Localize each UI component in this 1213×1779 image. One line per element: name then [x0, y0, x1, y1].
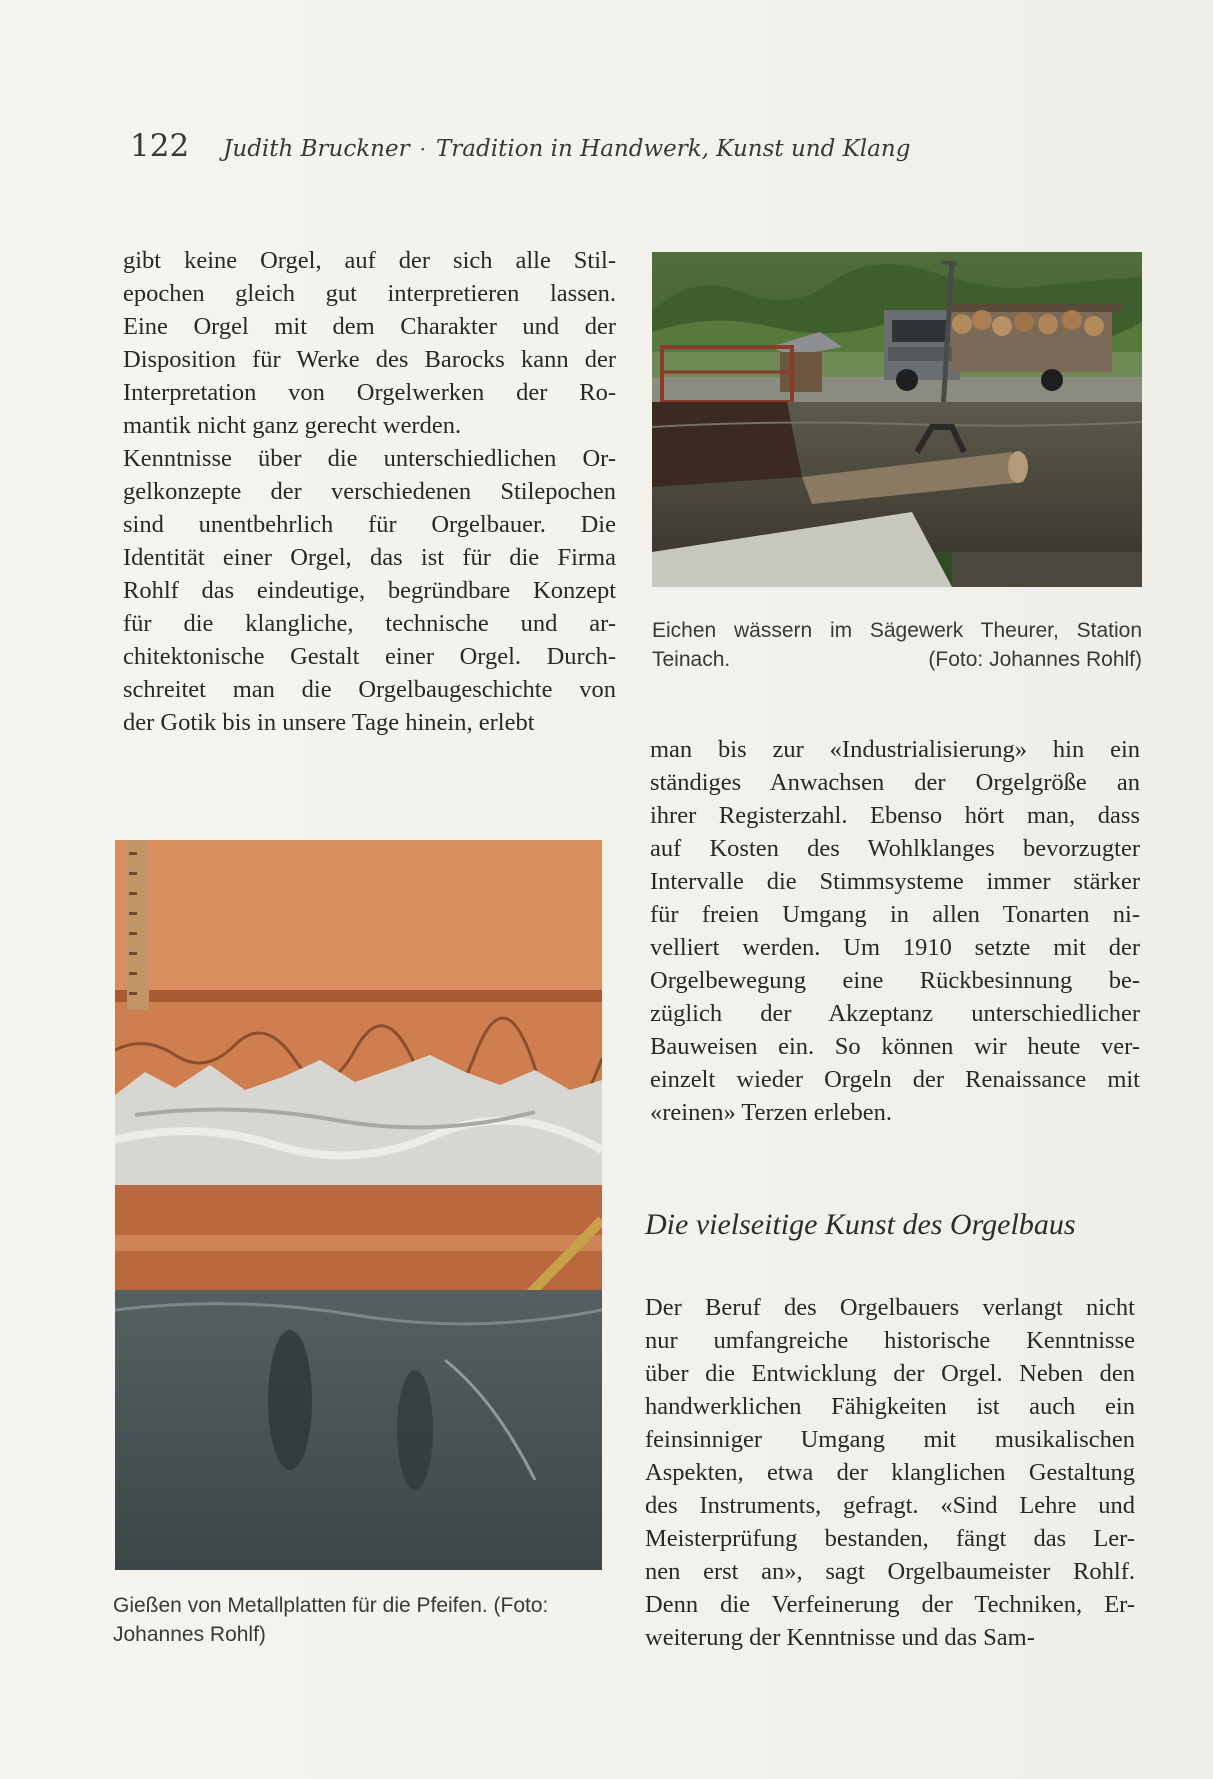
right-column-2-line: des Instruments, gefragt. «Sind Lehre und	[645, 1492, 1135, 1519]
header-title: Tradition in Handwerk, Kunst und Klang	[435, 136, 911, 162]
right-column-2-line: Aspekten, etwa der klanglichen Gestaltung	[645, 1459, 1135, 1486]
photo-sawmill-logs	[652, 252, 1142, 587]
left-column-line: Rohlf das eindeutige, begründbare Konzept	[123, 577, 616, 604]
right-column-2-line: nur umfangreiche historische Kenntnisse	[645, 1327, 1135, 1354]
right-column-text-1	[650, 733, 1140, 1129]
right-column-1-line: Bauweisen ein. So können wir heute ver-	[650, 1033, 1140, 1060]
caption-top-credit: (Foto: Johannes Rohlf)	[928, 648, 1142, 671]
caption-bottom-line-2: Johannes Rohlf)	[113, 1623, 266, 1646]
caption-top-line-1: Eichen wässern im Sägewerk Theurer, Station	[652, 619, 1142, 642]
right-column-1-line: auf Kosten des Wohlklanges bevorzugter	[650, 835, 1140, 862]
page-number: 122	[130, 128, 190, 164]
caption-top-place: Teinach.	[652, 648, 731, 671]
right-column-1-line: man bis zur «Industrialisierung» hin ein	[650, 736, 1140, 763]
left-column-line: sind unentbehrlich für Orgelbauer. Die	[123, 511, 616, 538]
right-column-text-2	[645, 1291, 1135, 1654]
photo-bottom-caption	[113, 1591, 613, 1649]
right-column-1-line: Orgelbewegung eine Rückbesinnung be-	[650, 967, 1140, 994]
photo-top-caption	[652, 616, 1142, 674]
right-column-2-line: über die Entwicklung der Orgel. Neben den	[645, 1360, 1135, 1387]
left-column-line: Identität einer Orgel, das ist für die Firma	[123, 544, 616, 571]
right-column-2-line: handwerklichen Fähigkeiten ist auch ein	[645, 1393, 1135, 1420]
running-header	[130, 128, 910, 164]
left-column-line: der Gotik bis in unsere Tage hinein, erlebt	[123, 709, 535, 736]
left-column-line: gelkonzepte der verschiedenen Stilepochen	[123, 478, 616, 505]
left-column-line: Disposition für Werke des Barocks kann der	[123, 346, 616, 373]
right-column-2-line: Meisterprüfung bestanden, fängt das Ler-	[645, 1525, 1135, 1552]
left-column-line: Eine Orgel mit dem Charakter und der	[123, 313, 616, 340]
right-column-1-line: für freien Umgang in allen Tonarten ni-	[650, 901, 1140, 928]
right-column-2-line: Der Beruf des Orgelbauers verlangt nicht	[645, 1294, 1135, 1321]
right-column-2-line: weiterung der Kenntnisse und das Sam-	[645, 1624, 1035, 1651]
left-column-line: chitektonische Gestalt einer Orgel. Durch-	[123, 643, 616, 670]
sawmill-photo-graphic	[652, 252, 1142, 587]
left-column-line: epochen gleich gut interpretieren lassen.	[123, 280, 616, 307]
caption-top-line-2	[652, 645, 1142, 674]
right-column-1-line: einzelt wieder Orgeln der Renaissance mit	[650, 1066, 1140, 1093]
left-column-line: mantik nicht ganz gerecht werden.	[123, 412, 462, 439]
right-column-1-line: Intervalle die Stimmsysteme immer stärker	[650, 868, 1140, 895]
right-column-1-line: ständiges Anwachsen der Orgelgröße an	[650, 769, 1140, 796]
header-separator: ·	[419, 137, 426, 161]
right-column-1-line: ihrer Registerzahl. Ebenso hört man, dass	[650, 802, 1140, 829]
photo-metal-casting	[115, 840, 602, 1570]
right-column-1-line: «reinen» Terzen erleben.	[650, 1099, 893, 1126]
right-column-2-line: nen erst an», sagt Orgelbaumeister Rohlf.	[645, 1558, 1135, 1585]
caption-bottom-line-1: Gießen von Metallplatten für die Pfeifen. (Foto:	[113, 1594, 549, 1617]
section-heading: Die vielseitige Kunst des Orgelbaus	[645, 1208, 1076, 1241]
right-column-1-line: züglich der Akzeptanz unterschiedlicher	[650, 1000, 1140, 1027]
right-column-2-line: feinsinniger Umgang mit musikalischen	[645, 1426, 1135, 1453]
right-column-2-line: Denn die Verfeinerung der Techniken, Er-	[645, 1591, 1135, 1618]
left-column-text	[123, 244, 616, 739]
left-column-line: für die klangliche, technische und ar-	[123, 610, 616, 637]
left-column-line: Kenntnisse über die unterschiedlichen Or-	[123, 445, 616, 472]
header-author: Judith Bruckner	[223, 136, 410, 162]
casting-photo-graphic	[115, 840, 602, 1570]
right-column-1-line: velliert werden. Um 1910 setzte mit der	[650, 934, 1140, 961]
left-column-line: gibt keine Orgel, auf der sich alle Stil-	[123, 247, 616, 274]
left-column-line: Interpretation von Orgelwerken der Ro-	[123, 379, 616, 406]
left-column-line: schreitet man die Orgelbaugeschichte von	[123, 676, 616, 703]
